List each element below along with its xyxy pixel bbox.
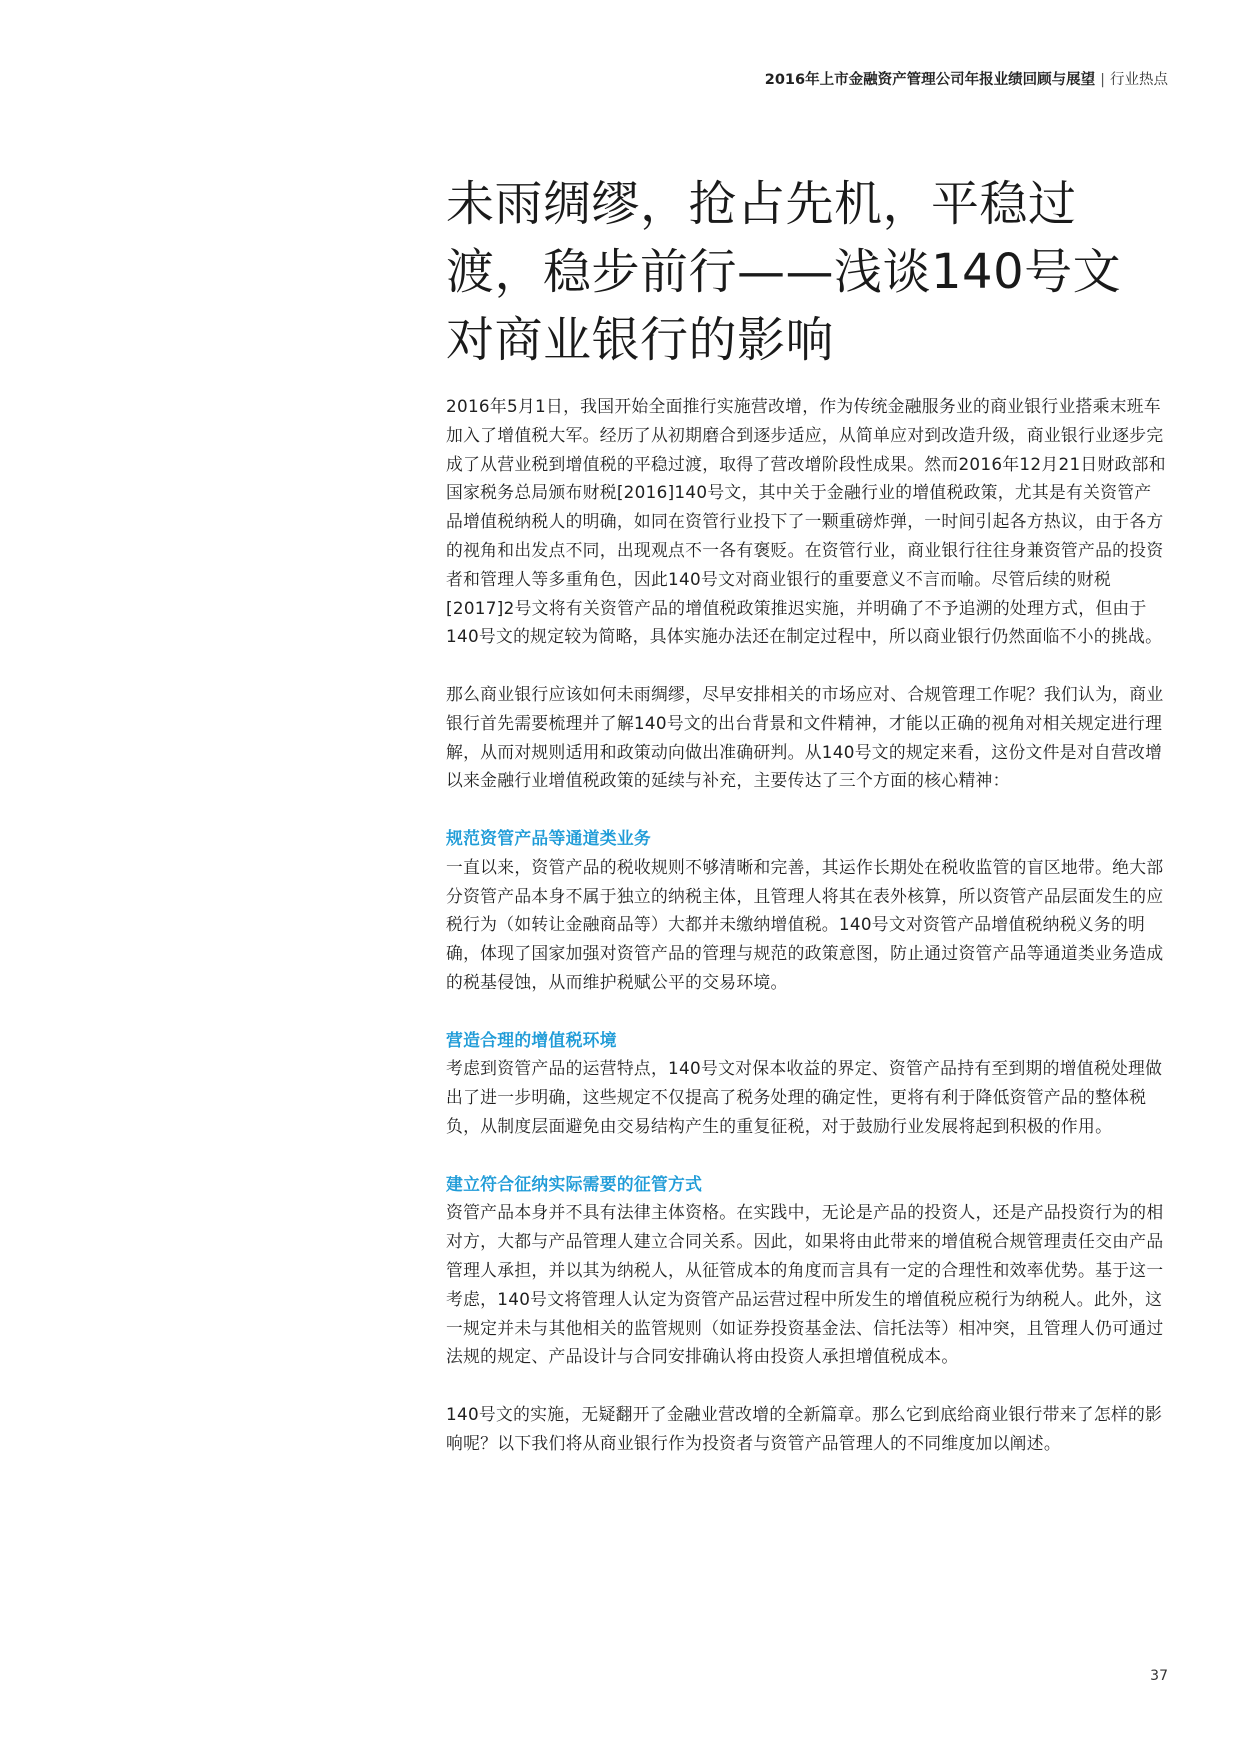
core-spirit-paragraph: 那么商业银行应该如何未雨绸缪，尽早安排相关的市场应对、合规管理工作呢？我们认为，商业银行首先需要梳理并了解140号文的出台背景和文件精神，才能以正确的视角对相关规定进行理解，从而对规则适用和政策动向做出准确研判。从140号文的规定来看，这份文件是对自营改增以来金融行业增值税政策的延续与补充，主要传达了三个方面的核心精神：: [446, 683, 1164, 791]
section-heading-channel-business: 规范资管产品等通道类业务: [446, 827, 651, 848]
running-header: [765, 68, 1168, 89]
header-separator: |: [1100, 72, 1105, 88]
page-number: 37: [1150, 1668, 1168, 1684]
intro-paragraph: 2016年5月1日，我国开始全面推行实施营改增，作为传统金融服务业的商业银行业搭乘末班车加入了增值税大军。经历了从初期磨合到逐步适应，从简单应对到改造升级，商业银行业逐步完成了从营业税到增值税的平稳过渡，取得了营改增阶段性成果。然而2016年12月21日财政部和国家税务总局颁布财税[2016]140号文，其中关于金融行业的增值税政策，尤其是有关资管产品增值税纳税人的明确，如同在资管行业投下了一颗重磅炸弹，一时间引起各方热议，由于各方的视角和出发点不同，出现观点不一各有褒贬。在资管行业，商业银行往往身兼资管产品的投资者和管理人等多重角色，因此140号文对商业银行的重要意义不言而喻。尽管后续的财税[2017]2号文将有关资管产品的增值税政策推迟实施，并明确了不予追溯的处理方式，但由于140号文的规定较为简略，具体实施办法还在制定过程中，所以商业银行仍然面临不小的挑战。: [446, 396, 1166, 647]
report-title: 2016年上市金融资产管理公司年报业绩回顾与展望: [764, 72, 1096, 88]
title-line: 未雨绸缪，抢占先机，平稳过: [446, 176, 1077, 232]
section-text-collection-method: 资管产品本身并不具有法律主体资格。在实践中，无论是产品的投资人，还是产品投资行为的相对方，大都与产品管理人建立合同关系。因此，如果将由此带来的增值税合规管理责任交由产品管理人承担，并以其为纳税人，从征管成本的角度而言具有一定的合理性和效率优势。基于这一考虑，140号文将管理人认定为资管产品运营过程中所发生的增值税应税行为纳税人。此外，这一规定并未与其他相关的监管规则（如证券投资基金法、信托法等）相冲突，且管理人仍可通过法规的规定、产品设计与合同安排确认将由投资人承担增值税成本。: [446, 1202, 1164, 1367]
section-text-vat-environment: 考虑到资管产品的运营特点，140号文对保本收益的界定、资管产品持有至到期的增值税处理做出了进一步明确，这些规定不仅提高了税务处理的确定性，更将有利于降低资管产品的整体税负，从制度层面避免由交易结构产生的重复征税，对于鼓励行业发展将起到积极的作用。: [446, 1058, 1163, 1136]
article-title: [446, 170, 1186, 374]
title-line: 渡，稳步前行——浅谈140号文: [446, 244, 1122, 300]
section-text-channel-business: 一直以来，资管产品的税收规则不够清晰和完善，其运作长期处在税收监管的盲区地带。绝大部分资管产品本身不属于独立的纳税主体，且管理人将其在表外核算，所以资管产品层面发生的应税行为（如转让金融商品等）大都并未缴纳增值税。140号文对资管产品增值税纳税义务的明确，体现了国家加强对资管产品的管理与规范的政策意图，防止通过资管产品等通道类业务造成的税基侵蚀，从而维护税赋公平的交易环境。: [446, 856, 1164, 992]
section-heading-vat-environment: 营造合理的增值税环境: [446, 1029, 617, 1050]
title-line: 对商业银行的影响: [446, 312, 835, 368]
article-body: [446, 392, 1166, 1486]
section-label: 行业热点: [1110, 72, 1168, 88]
closing-paragraph: 140号文的实施，无疑翻开了金融业营改增的全新篇章。那么它到底给商业银行带来了怎样的影响呢？以下我们将从商业银行作为投资者与资管产品管理人的不同维度加以阐述。: [446, 1403, 1163, 1453]
section-heading-collection-method: 建立符合征纳实际需要的征管方式: [446, 1173, 703, 1194]
